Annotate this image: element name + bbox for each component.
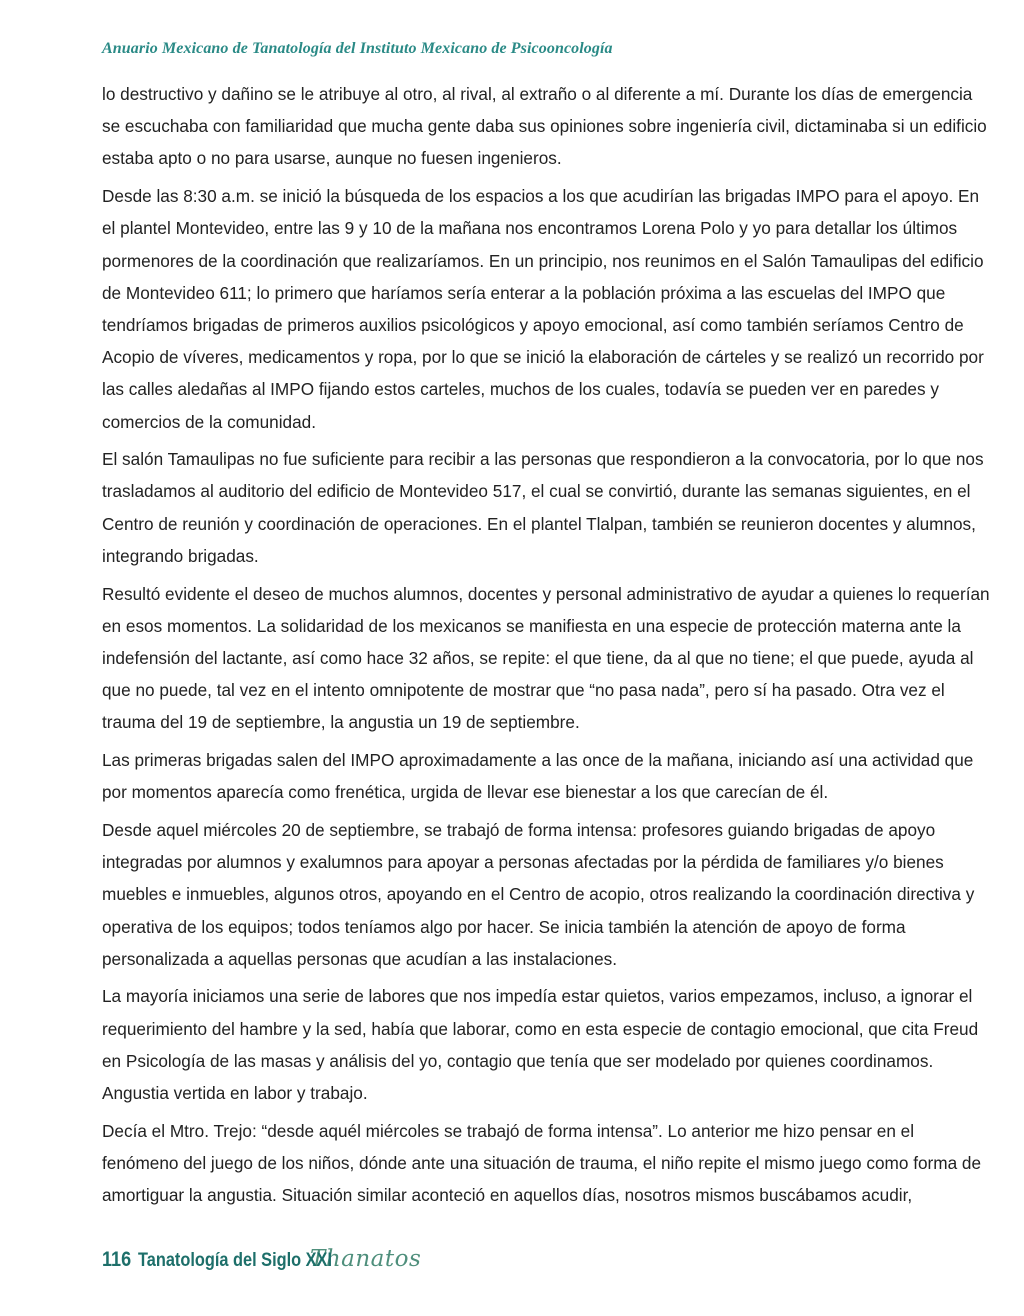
paragraph: Resultó evidente el deseo de muchos alumnos, docentes y personal administrativo de ayudar a quienes lo requerían en esos momentos. La solidaridad de los mexicanos se manifiesta en una especie de protección materna ante la indefensión del lactante, así como hace 32 años, se repite: el que tiene, da al que no tiene; el que puede, ayuda al que no puede, tal vez en el intento omnipotente de mostrar que “no pasa nada”, pero sí ha pasado. Otra vez el trauma del 19 de septiembre, la angustia un 19 de septiembre. [102,583,990,733]
paragraph: Decía el Mtro. Trejo: “desde aquél miércoles se trabajó de forma intensa”. Lo anterior me hizo pensar en el fenómeno del juego de los niños, dónde ante una situación de trauma, el niño repite el mismo juego como forma de amortiguar la angustia. Situación similar aconteció en aquellos días, nosotros mismos buscábamos acudir, [102,1120,982,1206]
page-footer [102,1246,421,1272]
thanatos-logo: Thanatos [310,1246,422,1272]
paragraph: Desde las 8:30 a.m. se inició la búsqueda de los espacios a los que acudirían las brigadas IMPO para el apoyo. En el plantel Montevideo, entre las 9 y 10 de la mañana nos encontramos Lorena Polo y yo para detallar los últimos pormenores de la coordinación que realizaríamos. En un principio, nos reunimos en el Salón Tamaulipas del edificio de Montevideo 611; lo primero que haríamos sería enterar a la población próxima a las escuelas del IMPO que tendríamos brigadas de primeros auxilios psicológicos y apoyo emocional, así como también seríamos Centro de Acopio de víveres, medicamentos y ropa, por lo que se inició la elaboración de cárteles y se realizó un recorrido por las calles aledañas al IMPO fijando estos carteles, muchos de los cuales, todavía se pueden ver en paredes y comercios de la comunidad. [102,186,984,432]
body-text [102,78,992,1217]
paragraph: lo destructivo y dañino se le atribuye al otro, al rival, al extraño o al diferente a mí. Durante los días de emergencia se escuchaba con familiaridad que mucha gente daba sus opiniones sobre ingeniería civil, dictaminaba si un edificio estaba apto o no para usarse, aunque no fuesen ingenieros. [102,84,987,169]
publication-title: Tanatología del Siglo XXI [138,1250,332,1271]
paragraph: La mayoría iniciamos una serie de labores que nos impedía estar quietos, varios empezamos, incluso, a ignorar el requerimiento del hambre y la sed, había que laborar, como en esta especie de contagio emocional, que cita Freud en Psicología de las masas y análisis del yo, contagio que tenía que ser modelado por quienes coordinamos. Angustia vertida en labor y trabajo. [102,986,979,1104]
page-number: 116 [102,1248,132,1271]
paragraph: Las primeras brigadas salen del IMPO aproximadamente a las once de la mañana, iniciando así una actividad que por momentos aparecía como frenética, urgida de llevar ese bienestar a los que carecían de él. [102,750,974,803]
paragraph: Desde aquel miércoles 20 de septiembre, se trabajó de forma intensa: profesores guiando brigadas de apoyo integradas por alumnos y exalumnos para apoyar a personas afectadas por la pérdida de familiares y/o bienes muebles e inmuebles, algunos otros, apoyando en el Centro de acopio, otros realizando la coordinación directiva y operativa de los equipos; todos teníamos algo por hacer. Se inicia también la atención de apoyo de forma personalizada a aquellas personas que acudían a las instalaciones. [102,819,975,969]
paragraph: El salón Tamaulipas no fue suficiente para recibir a las personas que respondieron a la convocatoria, por lo que nos trasladamos al auditorio del edificio de Montevideo 517, el cual se convirtió, durante las semanas siguientes, en el Centro de reunión y coordinación de operaciones. En el plantel Tlalpan, también se reunieron docentes y alumnos, integrando brigadas. [102,449,984,566]
running-header: Anuario Mexicano de Tanatología del Instituto Mexicano de Psicooncología [102,40,613,57]
